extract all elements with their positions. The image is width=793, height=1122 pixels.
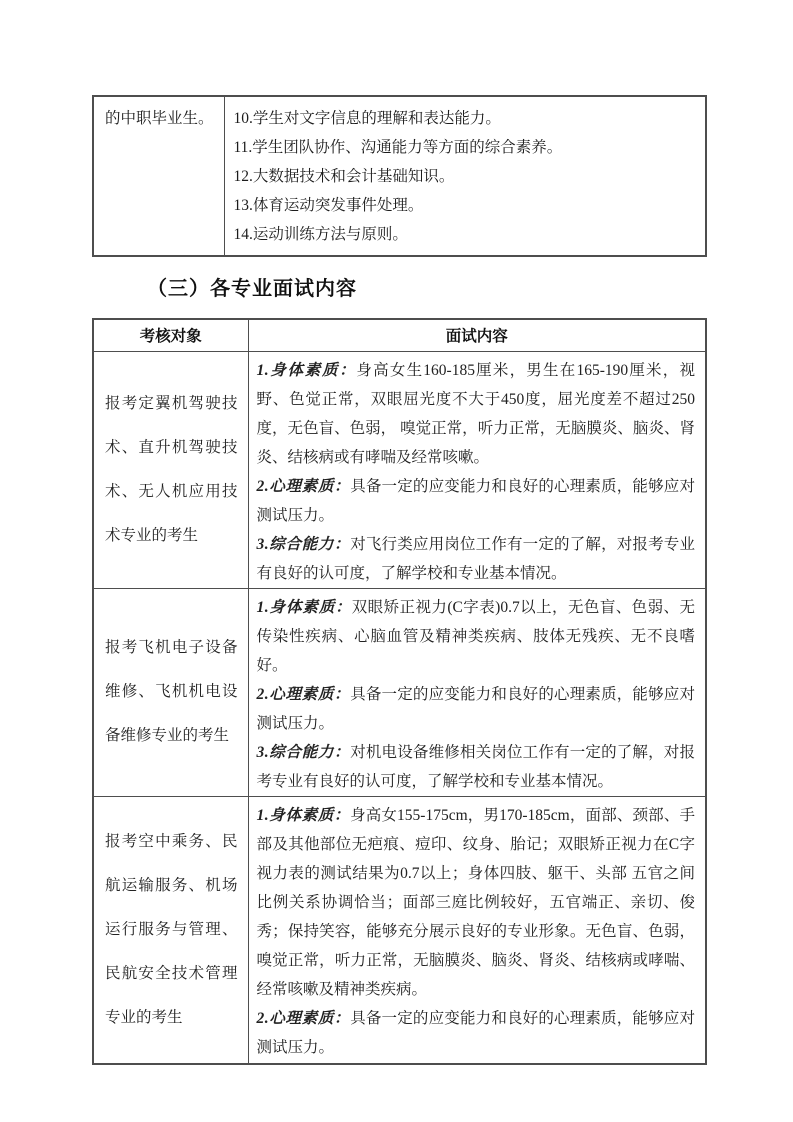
item-text: 双眼矫正视力(C字表)0.7以上，无色盲、色弱、无传染性疾病、心脑血管及精神类疾病、肢体无残疾、无不良嗜好。 (256, 598, 695, 674)
table-row (93, 796, 706, 1064)
interview-table (92, 318, 707, 1065)
item-text: 身高女155-175cm，男170-185cm，面部、颈部、手部及其他部位无疤痕、痘印、纹身、胎记；双眼矫正视力在C字视力表的测试结果为0.7以上；身体四肢、躯干、头部 五官之间比例关系协调恰当；面部三庭比例较好，五官端正、亲切、俊秀；保持笑容，能够充分展示良好的专业形象。无色盲、色弱，嗅觉正常，听力正常，无脑膜炎、脑炎、肾炎、结核病或哮喘、经常咳嗽及精神类疾病。 (256, 806, 695, 998)
list-item (257, 738, 696, 796)
item-label: 2.心理素质： (256, 1009, 351, 1027)
target-cell: 报考飞机电子设备维修、飞机机电设备维修专业的考生 (93, 588, 248, 796)
continuation-target-text: 的中职毕业生。 (105, 110, 214, 127)
list-item: 13.体育运动突发事件处理。 (233, 197, 424, 214)
item-label: 1.身体素质： (256, 806, 351, 824)
list-item (257, 593, 696, 680)
list-item: 12.大数据技术和会计基础知识。 (233, 168, 455, 185)
item-label: 2.心理素质： (256, 477, 351, 495)
list-item (257, 680, 696, 738)
item-label: 1.身体素质： (256, 598, 352, 616)
content-cell (248, 588, 706, 796)
target-cell: 报考空中乘务、民航运输服务、机场运行服务与管理、民航安全技术管理专业的考生 (93, 796, 248, 1064)
item-text: 对机电设备维修相关岗位工作有一定的了解，对报考专业有良好的认可度，了解学校和专业基本情况。 (256, 743, 695, 790)
content-cell (248, 351, 706, 588)
list-item (257, 356, 696, 472)
list-item (257, 472, 696, 530)
continuation-table (92, 95, 707, 257)
item-text: 具备一定的应变能力和良好的心理素质，能够应对测试压力。 (256, 477, 695, 524)
item-text: 身高女生160-185厘米，男生在165-190厘米，视野、色觉正常，双眼屈光度不大于450度，屈光度差不超过250度，无色盲、色弱， 嗅觉正常，听力正常，无脑膜炎、脑炎、肾炎、结核病或有哮喘及经常咳嗽。 (256, 361, 695, 466)
item-label: 2.心理素质： (256, 685, 351, 703)
list-item (257, 530, 696, 588)
header-target-column: 考核对象 (93, 319, 248, 351)
list-item: 11.学生团队协作、沟通能力等方面的综合素养。 (233, 139, 563, 156)
list-item: 10.学生对文字信息的理解和表达能力。 (233, 110, 501, 127)
table-header-row (93, 319, 706, 351)
continuation-target-cell (93, 96, 224, 256)
item-text: 对飞行类应用岗位工作有一定的了解，对报考专业有良好的认可度，了解学校和专业基本情况。 (256, 535, 695, 582)
header-content-column: 面试内容 (248, 319, 706, 351)
item-label: 3.综合能力： (256, 535, 351, 553)
target-cell: 报考定翼机驾驶技术、直升机驾驶技术、无人机应用技术专业的考生 (93, 351, 248, 588)
table-row (93, 96, 706, 256)
item-text: 具备一定的应变能力和良好的心理素质，能够应对测试压力。 (256, 685, 695, 732)
item-label: 1.身体素质： (256, 361, 357, 379)
table-row (93, 351, 706, 588)
item-label: 3.综合能力： (256, 743, 351, 761)
section-heading: （三）各专业面试内容 (147, 278, 357, 300)
list-item (257, 801, 696, 1004)
continuation-content-cell (224, 96, 706, 256)
content-cell (248, 796, 706, 1064)
list-item: 14.运动训练方法与原则。 (233, 226, 408, 243)
item-text: 具备一定的应变能力和良好的心理素质，能够应对测试压力。 (256, 1009, 695, 1056)
list-item (257, 1004, 696, 1062)
table-row (93, 588, 706, 796)
